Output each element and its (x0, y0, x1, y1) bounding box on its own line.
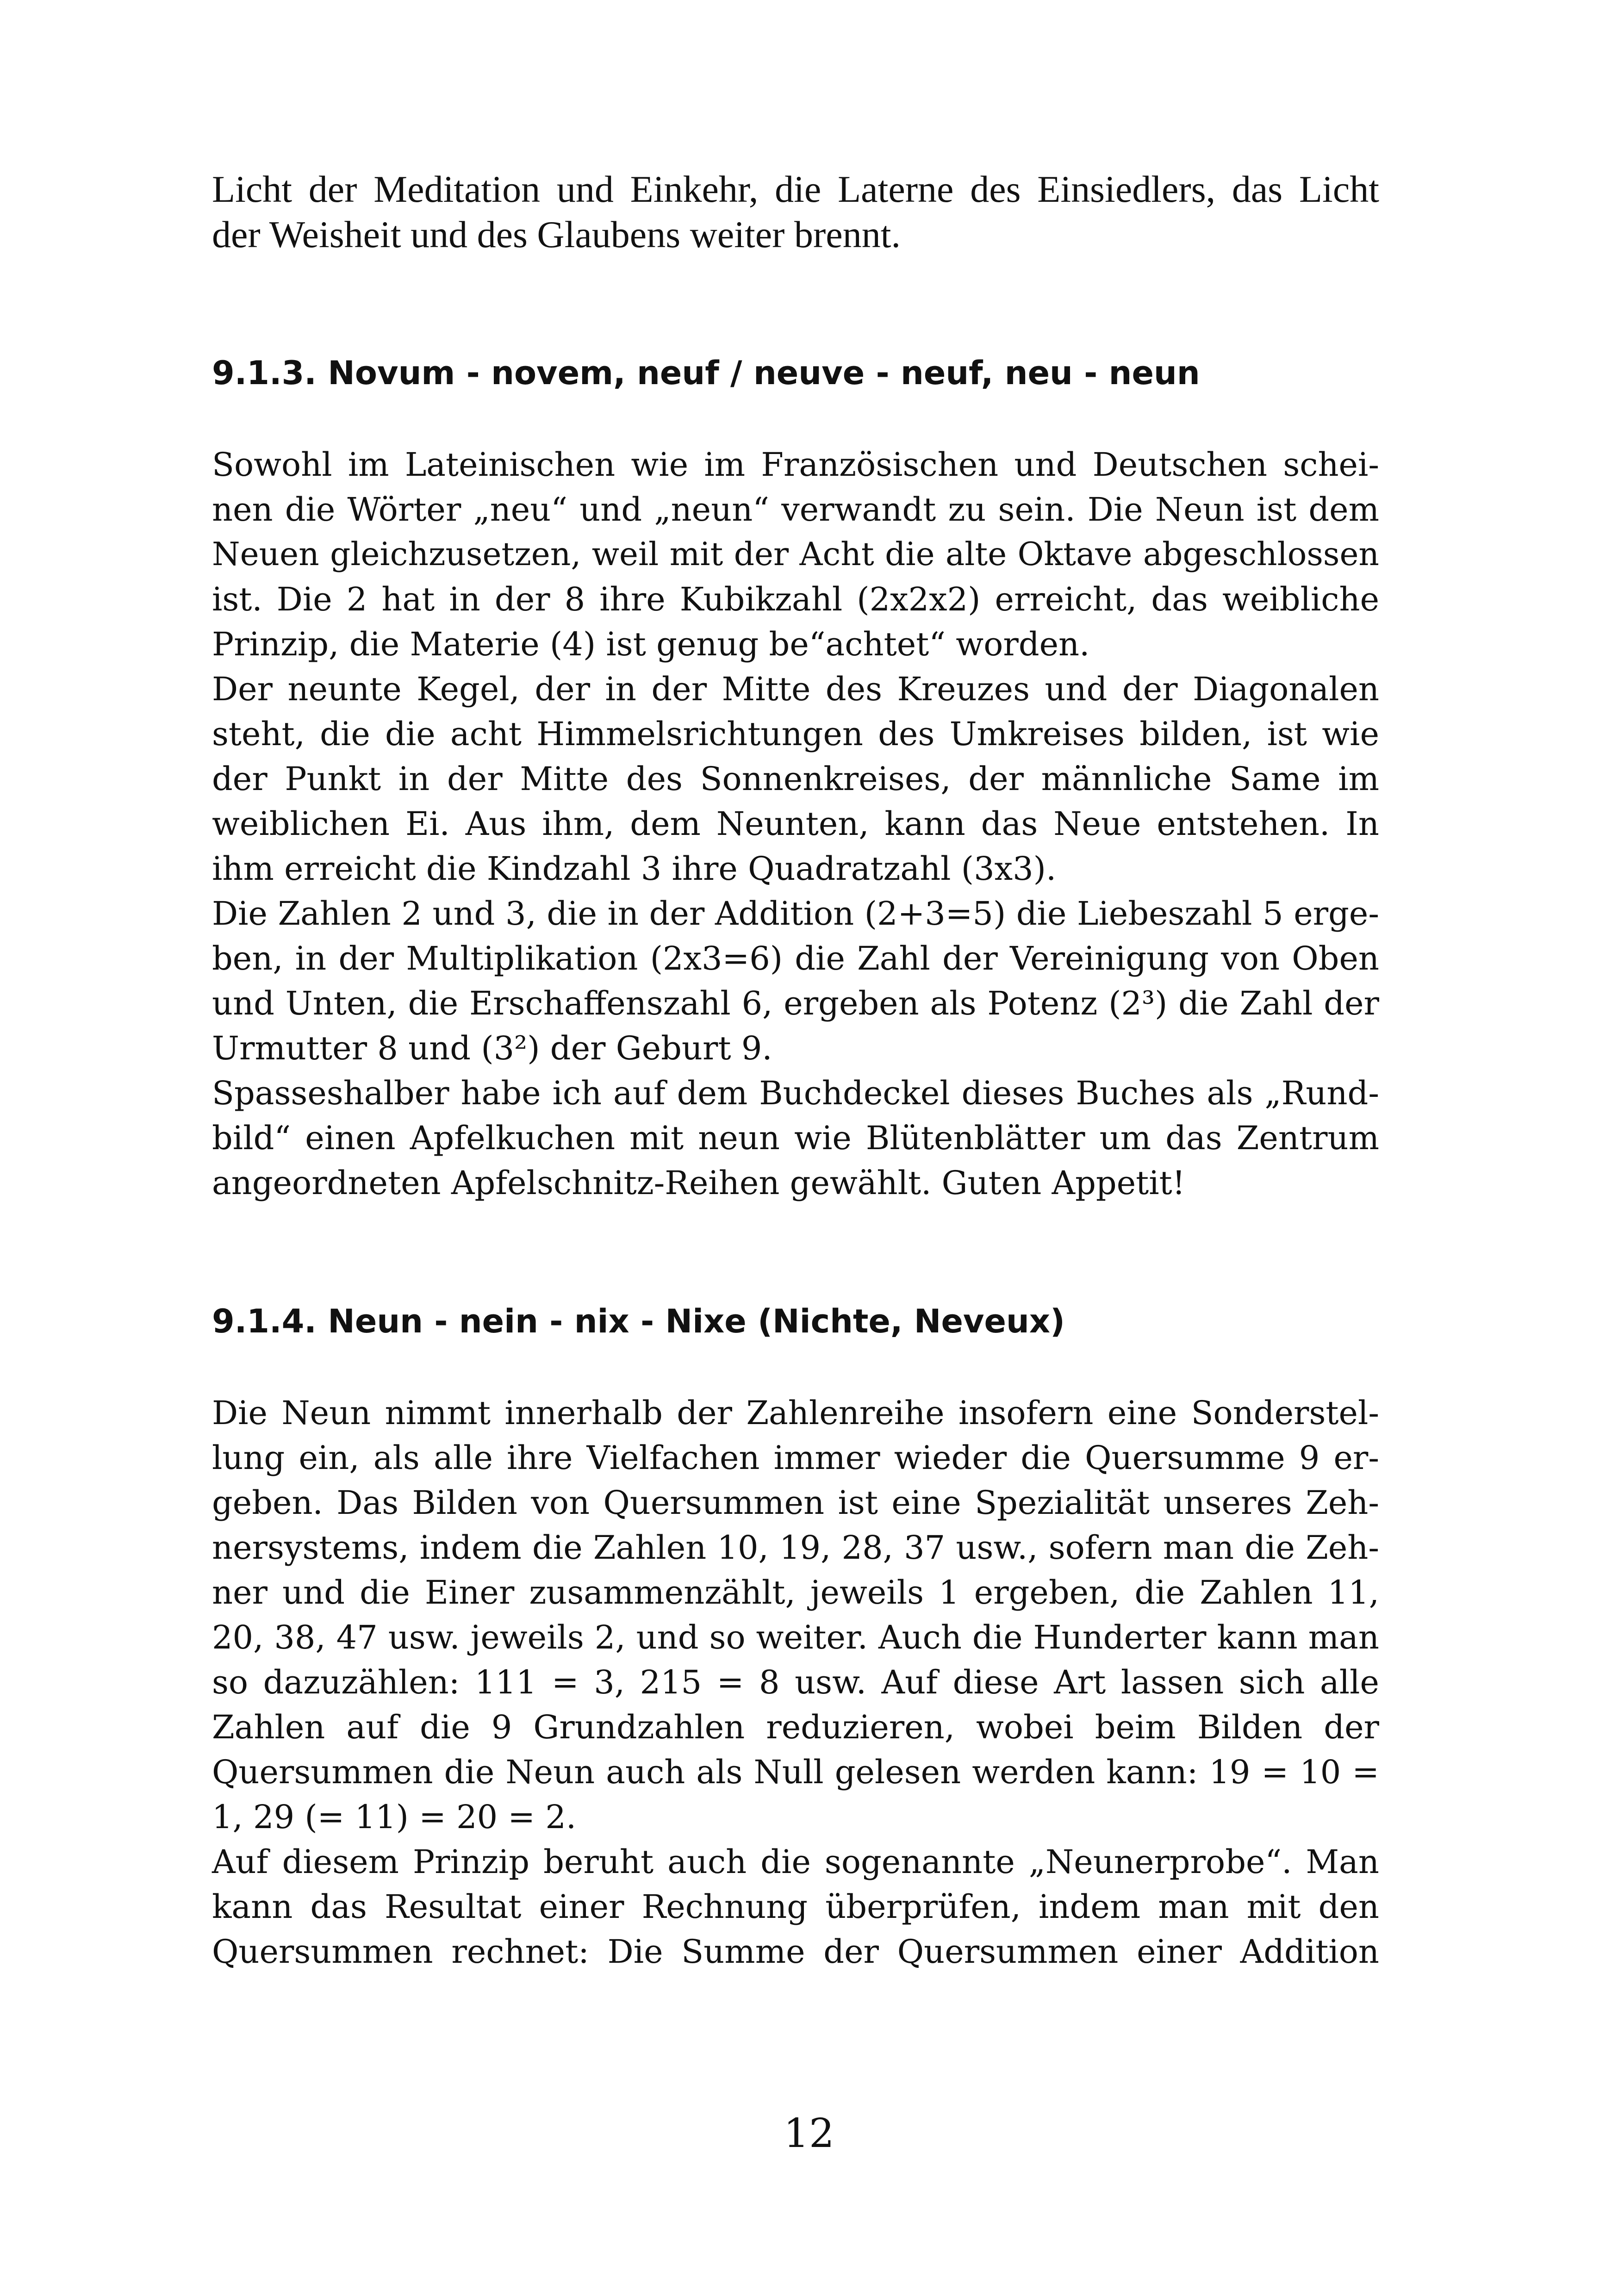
text-line: Die Neun nimmt innerhalb der Zahlenreihe insofern eine Sonderstel- (212, 1394, 1379, 1432)
text-line: nen die Wörter „neu“ und „neun“ verwandt zu sein. Die Neun ist dem (212, 491, 1379, 529)
section-heading-9-1-3: 9.1.3. Novum - novem, neuf / neuve - neuf, neu - neun (212, 354, 1200, 392)
text-line: Zahlen auf die 9 Grundzahlen reduzieren, wobei beim Bilden der (212, 1708, 1379, 1746)
text-line: 1, 29 (= 11) = 20 = 2. (212, 1798, 577, 1836)
text-line: steht, die die acht Himmelsrichtungen des Umkreises bilden, ist wie (212, 715, 1379, 753)
section-body-9-1-3 (212, 442, 1379, 1206)
section-heading-9-1-4: 9.1.4. Neun - nein - nix - Nixe (Nichte, Neveux) (212, 1302, 1065, 1340)
text-line: ben, in der Multiplikation (2x3=6) die Zahl der Vereinigung von Oben (212, 940, 1379, 977)
text-line: Sowohl im Lateinischen wie im Französischen und Deutschen schei- (212, 446, 1379, 484)
text-line: so dazuzählen: 111 = 3, 215 = 8 usw. Auf diese Art lassen sich alle (212, 1663, 1379, 1701)
text-line: Quersummen rechnet: Die Summe der Quersummen einer Addition (212, 1933, 1379, 1971)
text-line: Auf diesem Prinzip beruht auch die sogenannte „Neunerprobe“. Man (212, 1843, 1379, 1881)
text-line: nersystems, indem die Zahlen 10, 19, 28, 37 usw., sofern man die Zeh- (212, 1529, 1379, 1567)
text-line: ner und die Einer zusammenzählt, jeweils 1 ergeben, die Zahlen 11, (212, 1574, 1379, 1612)
book-page (212, 167, 1379, 1974)
text-line: Der neunte Kegel, der in der Mitte des Kreuzes und der Diagonalen (212, 670, 1379, 708)
text-line: Spasseshalber habe ich auf dem Buchdeckel dieses Buches als „Rund- (212, 1074, 1379, 1112)
text-line: der Weisheit und des Glaubens weiter brennt. (212, 213, 901, 255)
text-line: Die Zahlen 2 und 3, die in der Addition (2+3=5) die Liebeszahl 5 erge- (212, 895, 1379, 933)
text-line: Urmutter 8 und (3²) der Geburt 9. (212, 1029, 772, 1067)
text-line: Prinzip, die Materie (4) ist genug be“achtet“ worden. (212, 625, 1090, 663)
text-line: 20, 38, 47 usw. jeweils 2, und so weiter. Auch die Hunderter kann man (212, 1618, 1379, 1656)
paragraph (212, 1391, 1379, 1840)
text-line: der Punkt in der Mitte des Sonnenkreises, der männliche Same im (212, 760, 1379, 798)
text-line: Quersummen die Neun auch als Null gelesen werden kann: 19 = 10 = (212, 1753, 1379, 1791)
intro-paragraph (212, 167, 1379, 257)
text-line: ist. Die 2 hat in der 8 ihre Kubikzahl (2x2x2) erreicht, das weibliche (212, 580, 1379, 618)
text-line: kann das Resultat einer Rechnung überprüfen, indem man mit den (212, 1888, 1379, 1926)
section-body-9-1-4 (212, 1391, 1379, 1974)
paragraph (212, 442, 1379, 667)
text-line: Neuen gleichzusetzen, weil mit der Acht die alte Oktave abgeschlossen (212, 536, 1379, 573)
text-line: weiblichen Ei. Aus ihm, dem Neunten, kann das Neue entstehen. In (212, 805, 1379, 843)
paragraph (212, 667, 1379, 891)
text-line: bild“ einen Apfelkuchen mit neun wie Blütenblätter um das Zentrum (212, 1119, 1379, 1157)
text-line: und Unten, die Erschaffenszahl 6, ergeben als Potenz (2³) die Zahl der (212, 984, 1379, 1022)
text-line: angeordneten Apfelschnitz-Reihen gewählt. Guten Appetit! (212, 1164, 1185, 1202)
text-line: ihm erreicht die Kindzahl 3 ihre Quadratzahl (3x3). (212, 850, 1057, 888)
text-line: Licht der Meditation und Einkehr, die Laterne des Einsiedlers, das Licht (212, 168, 1379, 210)
text-line: lung ein, als alle ihre Vielfachen immer wieder die Quersumme 9 er- (212, 1439, 1379, 1477)
text-line: geben. Das Bilden von Quersummen ist eine Spezialität unseres Zeh- (212, 1484, 1379, 1522)
page-number: 12 (784, 2110, 834, 2157)
paragraph (212, 1071, 1379, 1206)
paragraph (212, 891, 1379, 1071)
paragraph (212, 1840, 1379, 1974)
